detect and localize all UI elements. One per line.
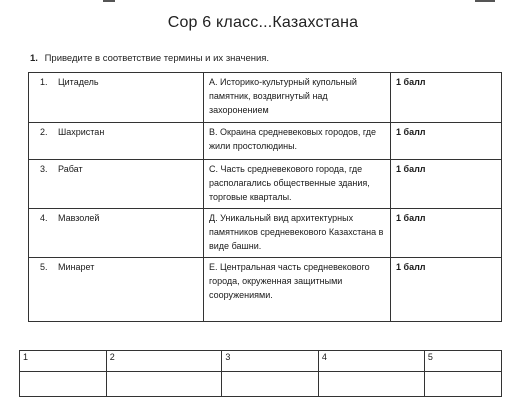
table-row — [29, 258, 502, 322]
definition-cell: Е. Центральная часть средневекового города, окруженная защитными сооружениями. — [204, 258, 391, 322]
answer-cell-3[interactable] — [222, 372, 318, 397]
answer-cell-2[interactable] — [106, 372, 222, 397]
term-text: Шахристан — [58, 127, 105, 137]
table-row — [29, 160, 502, 209]
task-number: 1. — [30, 53, 38, 64]
task-instruction — [30, 53, 269, 64]
term-cell — [29, 73, 204, 123]
term-number: 2. — [40, 127, 48, 137]
points-cell: 1 балл — [391, 160, 502, 209]
answer-header-cell: 2 — [106, 351, 222, 372]
term-text: Рабат — [58, 164, 83, 174]
points-cell: 1 балл — [391, 123, 502, 160]
points-cell: 1 балл — [391, 73, 502, 123]
term-text: Минарет — [58, 262, 95, 272]
term-number: 3. — [40, 164, 48, 174]
definition-cell: Д. Уникальный вид архитектурных памятников средневекового Казахстана в виде башни. — [204, 209, 391, 258]
term-cell — [29, 123, 204, 160]
answer-input-row — [20, 372, 502, 397]
cropped-top-line — [95, 0, 495, 3]
points-cell: 1 балл — [391, 258, 502, 322]
term-cell — [29, 209, 204, 258]
definition-cell: С. Часть средневекового города, где располагались общественные здания, торговые кварталы. — [204, 160, 391, 209]
term-number: 5. — [40, 262, 48, 272]
answer-cell-1[interactable] — [20, 372, 107, 397]
answer-cell-5[interactable] — [424, 372, 501, 397]
answer-header-row — [20, 351, 502, 372]
term-number: 1. — [40, 77, 48, 87]
definition-cell: В. Окраина средневековых городов, где жили простолюдины. — [204, 123, 391, 160]
task-text: Приведите в соответствие термины и их значения. — [44, 53, 270, 64]
term-cell — [29, 258, 204, 322]
definition-cell: А. Историко-культурный купольный памятник, воздвигнутый над захоронением — [204, 73, 391, 123]
answer-header-cell: 3 — [222, 351, 318, 372]
table-row — [29, 209, 502, 258]
answer-header-cell: 1 — [20, 351, 107, 372]
term-cell — [29, 160, 204, 209]
answer-cell-4[interactable] — [318, 372, 424, 397]
answer-header-cell: 4 — [318, 351, 424, 372]
answer-header-cell: 5 — [424, 351, 501, 372]
table-row — [29, 123, 502, 160]
table-row — [29, 73, 502, 123]
matching-table — [28, 72, 502, 322]
points-cell: 1 балл — [391, 209, 502, 258]
answer-grid — [19, 350, 502, 397]
term-text: Мавзолей — [58, 213, 100, 223]
page-title: Сор 6 класс...Казахстана — [167, 14, 359, 31]
term-text: Цитадель — [58, 77, 99, 87]
term-number: 4. — [40, 213, 48, 223]
